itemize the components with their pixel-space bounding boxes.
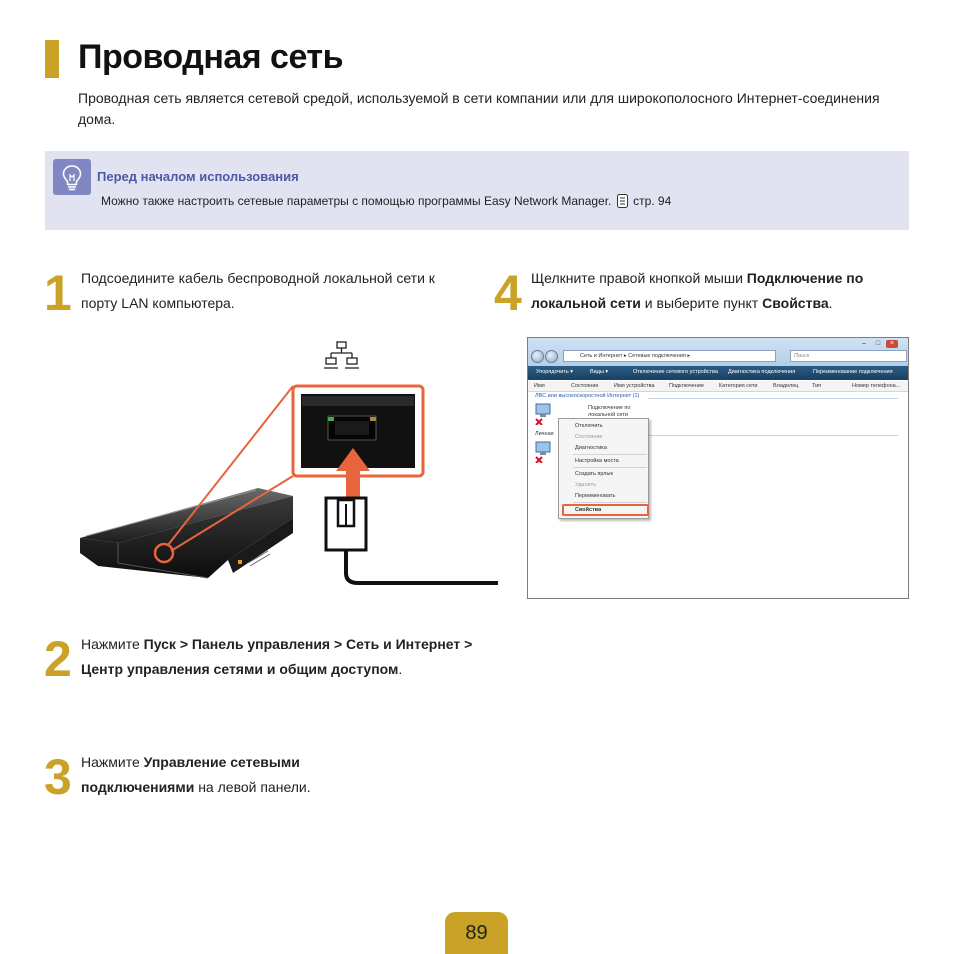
toolbar-rename[interactable]: Переименование подключения xyxy=(813,369,893,375)
note-box xyxy=(45,151,909,230)
note-text-main: Можно также настроить сетевые параметры с помощью программы Easy Network Manager. xyxy=(101,194,612,208)
toolbar-diagnose[interactable]: Диагностика подключения xyxy=(728,369,796,375)
step-text-run: Пуск > Панель управления > Сеть и Интернет > Центр управления сетями и общим доступом xyxy=(81,636,473,677)
group-divider xyxy=(648,435,898,436)
step-text-run: Щелкните правой кнопкой мыши xyxy=(531,270,747,286)
maximize-icon[interactable]: □ xyxy=(875,340,881,347)
step-4-text xyxy=(531,266,911,316)
step-2-number: 2 xyxy=(44,631,70,687)
toolbar-organize[interactable]: Упорядочить ▾ xyxy=(536,369,574,375)
step-text-run: и выберите пункт xyxy=(640,295,763,311)
step-text-run: . xyxy=(828,295,833,311)
menu-item-bridge[interactable]: Настройка моста xyxy=(575,458,619,464)
step-1-number: 1 xyxy=(44,265,70,321)
column-header[interactable]: Категория сети xyxy=(719,383,758,389)
manual-ref-icon xyxy=(617,194,628,208)
step-1-text xyxy=(81,266,456,316)
column-header[interactable]: Имя xyxy=(534,383,545,389)
menu-item-delete: Удалить xyxy=(575,482,596,488)
title-accent-bar xyxy=(45,40,59,78)
menu-item-shortcut[interactable]: Создать ярлык xyxy=(575,471,613,477)
search-input[interactable]: Поиск xyxy=(790,350,907,362)
intro-text: Проводная сеть является сетевой средой, используемой в сети компании или для широкополосного Интернет-соединения дома. xyxy=(78,90,880,127)
column-header[interactable]: Тип xyxy=(812,383,822,389)
lightbulb-icon xyxy=(53,159,91,195)
column-header[interactable]: Имя устройства xyxy=(614,383,655,389)
menu-item-properties[interactable]: Свойства xyxy=(575,507,602,513)
minimize-icon[interactable]: – xyxy=(862,340,866,347)
menu-item-status: Состояние xyxy=(575,434,603,440)
back-button[interactable] xyxy=(531,350,544,363)
network-connections-screenshot xyxy=(527,337,909,599)
step-text-run: Свойства xyxy=(762,295,829,311)
group-personal-header: Личная xyxy=(535,431,554,437)
note-title: Перед началом использования xyxy=(97,169,299,184)
step-3-number: 3 xyxy=(44,749,70,805)
menu-item-disable[interactable]: Отключить xyxy=(575,423,603,429)
step-text-run: Подключение по локальной сети xyxy=(531,270,864,311)
toolbar-views[interactable]: Виды ▾ xyxy=(590,369,609,375)
group-lan-header: ЛВС или высокоскоростной Интернет (1) xyxy=(535,393,640,399)
context-menu xyxy=(558,418,649,519)
note-text xyxy=(101,194,671,208)
column-header[interactable]: Номер телефона... xyxy=(852,383,901,389)
page-number: 89 xyxy=(465,922,488,944)
close-icon[interactable]: × xyxy=(886,340,898,348)
column-header[interactable]: Состояние xyxy=(571,383,599,389)
menu-separator xyxy=(573,454,647,455)
properties-highlight xyxy=(562,504,649,516)
forward-button[interactable] xyxy=(545,350,558,363)
network-port-icon xyxy=(324,342,359,368)
column-header[interactable]: Владелец xyxy=(773,383,799,389)
toolbar-disable-device[interactable]: Отключение сетевого устройства xyxy=(633,369,718,375)
group-divider xyxy=(648,398,898,399)
menu-separator xyxy=(573,502,647,503)
step-text-run: Подсоедините кабель беспроводной локальной сети к порту LAN компьютера. xyxy=(81,270,435,311)
explorer-toolbar xyxy=(528,366,908,380)
menu-item-rename[interactable]: Переименовать xyxy=(575,493,616,499)
explorer-title-bar xyxy=(528,338,908,366)
menu-item-diagnose[interactable]: Диагностика xyxy=(575,445,607,451)
step-text-run: . xyxy=(398,661,403,677)
step-text-run: на левой панели. xyxy=(194,779,311,795)
note-page-ref: стр. 94 xyxy=(633,194,672,208)
step-text-run: Нажмите xyxy=(81,754,144,770)
column-header[interactable]: Подключение xyxy=(669,383,704,389)
step-text-run: Управление сетевыми подключениями xyxy=(81,754,300,795)
laptop-lan-illustration xyxy=(78,338,498,598)
page-title: Проводная сеть xyxy=(78,38,343,76)
step-3-text xyxy=(81,750,381,800)
step-4-number: 4 xyxy=(494,265,520,321)
menu-separator xyxy=(573,467,647,468)
bluetooth-adapter-icon xyxy=(535,441,553,463)
lan-connection-label[interactable]: Подключение по локальной сети xyxy=(588,405,631,418)
column-headers xyxy=(528,381,908,392)
step-text-run: Нажмите xyxy=(81,636,144,652)
step-2-text xyxy=(81,632,476,682)
address-bar[interactable]: Сеть и Интернет ▸ Сетевые подключения ▸ xyxy=(563,350,776,362)
network-adapter-icon xyxy=(535,403,553,425)
